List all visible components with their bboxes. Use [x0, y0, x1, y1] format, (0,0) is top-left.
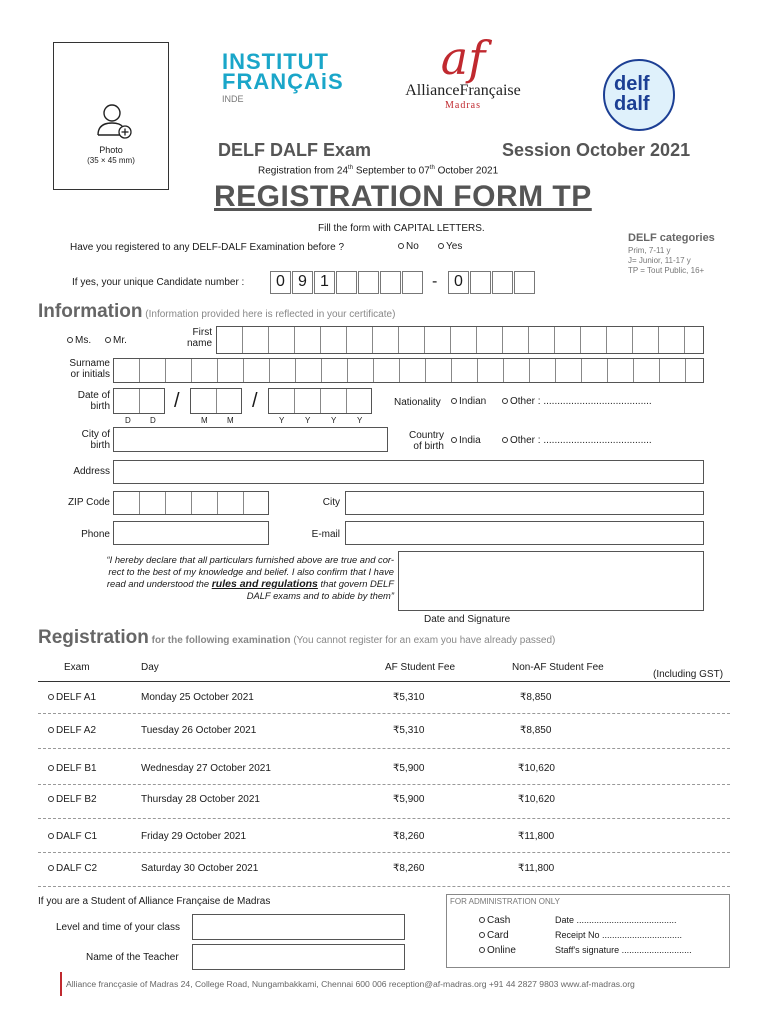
radio-icon: [479, 932, 485, 938]
exam-title: DELF DALF Exam: [218, 140, 372, 160]
dob-month[interactable]: [190, 388, 242, 414]
nonaf-fee: ₹10,620: [518, 794, 555, 805]
cand-digit[interactable]: [336, 271, 357, 294]
date-letter: M: [201, 416, 208, 425]
zip-field[interactable]: [113, 491, 269, 515]
reg-dates-pre: Registration from 24: [258, 165, 349, 177]
cand-digit[interactable]: 9: [292, 271, 313, 294]
col-day: Day: [141, 662, 159, 673]
footer-address: Alliance francçasie of Madras 24, College Road, Nungambakkami, Chennai 600 006 reception@af-madras.org +91 44 2827 9803 www.af-madras.org: [66, 979, 635, 989]
country-birth-label-1: Country: [408, 430, 444, 441]
reg-dates-sup2: th: [429, 165, 435, 171]
city-birth-label-1: City of: [81, 429, 110, 440]
admin-staff: Staff's signature ............................: [555, 945, 692, 955]
declaration-line-1: “I hereby declare that all particulars furnished above are true and cor-: [106, 554, 394, 565]
divider: [38, 784, 730, 785]
declaration-text: [60, 554, 394, 602]
divider: [38, 748, 730, 749]
date-letter: D: [125, 416, 131, 425]
session-title: Session October 2021: [502, 140, 691, 160]
delf-categories: [628, 232, 715, 275]
radio-icon: [48, 694, 54, 700]
radio-icon: [48, 833, 54, 839]
cand-digit[interactable]: [380, 271, 401, 294]
radio-icon: [48, 765, 54, 771]
radio-icon: [398, 243, 404, 249]
declaration-line-3c: that govern DELF: [317, 578, 394, 589]
cand-digit[interactable]: 0: [270, 271, 291, 294]
prior-yes-label: Yes: [446, 241, 463, 252]
reg-dates-mid: September to 07: [353, 165, 430, 177]
cash-radio[interactable]: [479, 915, 510, 926]
dob-label: [56, 390, 110, 412]
af-name2: Française: [459, 82, 521, 99]
exam-name: DALF C2: [56, 863, 98, 874]
alliance-francaise-logo: [388, 31, 538, 111]
af-name1: Alliance: [405, 82, 460, 99]
city-birth-label-2: birth: [90, 440, 110, 451]
prior-no-label: No: [406, 241, 419, 252]
nationality-label: Nationality: [394, 397, 441, 408]
rules-link[interactable]: rules and regulations: [211, 578, 318, 590]
if-line1: INSTITUT: [222, 49, 329, 74]
category-junior: J= Junior, 11-17 y: [628, 256, 691, 265]
admin-box: [446, 894, 730, 968]
mr-radio[interactable]: [105, 335, 127, 346]
address-label: Address: [73, 466, 110, 477]
information-title: Information: [38, 301, 143, 322]
exam-name: DELF A2: [56, 725, 97, 736]
prior-no-radio[interactable]: [398, 241, 419, 252]
registration-heading: [38, 627, 555, 649]
exam-radio[interactable]: [48, 794, 97, 805]
city-field[interactable]: [345, 491, 704, 515]
radio-icon: [48, 727, 54, 733]
indian-label: Indian: [459, 396, 487, 407]
exam-radio[interactable]: [48, 863, 97, 874]
ms-radio[interactable]: [67, 335, 91, 346]
dob-year[interactable]: [268, 388, 372, 414]
date-letter: Y: [331, 416, 337, 425]
registration-dates: [258, 165, 498, 176]
date-letter: D: [150, 416, 156, 425]
date-letter: Y: [305, 416, 311, 425]
registration-subtitle-bold: for the following examination: [151, 635, 291, 646]
city-of-birth-field[interactable]: [113, 427, 388, 452]
divider: [38, 886, 730, 887]
city-label: City: [322, 497, 340, 508]
date-signature-label: Date and Signature: [424, 614, 511, 625]
teacher-field[interactable]: [192, 944, 405, 970]
surname-label-2: or initials: [70, 369, 110, 380]
admin-date: Date ........................................: [555, 915, 677, 925]
nationality-other-radio[interactable]: [502, 396, 652, 407]
prior-yes-radio[interactable]: [438, 241, 462, 252]
country-birth-label: [390, 430, 444, 452]
city-birth-label: [56, 429, 110, 451]
delf-word: delf: [614, 73, 650, 95]
exam-name: DELF A1: [56, 692, 97, 703]
radio-icon: [502, 437, 508, 443]
radio-icon: [105, 337, 111, 343]
col-exam: Exam: [64, 662, 90, 673]
cand-digit[interactable]: 1: [314, 271, 335, 294]
registration-title: Registration: [38, 627, 149, 648]
date-letter: M: [227, 416, 234, 425]
class-level-label: Level and time of your class: [56, 922, 180, 933]
dob-label-1: Date of: [77, 390, 110, 401]
if-line2: FRANÇAiS: [222, 69, 344, 94]
reg-dates-sup1: th: [348, 165, 354, 171]
nonaf-fee: ₹11,800: [518, 831, 555, 842]
first-name-label-1: First: [192, 327, 212, 338]
exam-day: Saturday 30 October 2021: [141, 863, 259, 874]
phone-field[interactable]: [113, 521, 269, 545]
reg-dates-post: October 2021: [434, 165, 499, 177]
declaration-line-2: rect to the best of my knowledge and belief. I also confirm that I have: [108, 566, 394, 577]
exam-radio[interactable]: [48, 692, 96, 703]
institut-francais-logo: [222, 49, 344, 104]
country-other-label: Other : .......................................: [510, 435, 652, 446]
email-label: E-mail: [311, 529, 340, 540]
divider: [38, 852, 730, 853]
card-radio[interactable]: [479, 930, 509, 941]
online-label: Online: [487, 945, 516, 956]
divider: [38, 681, 730, 682]
af-fee: ₹5,900: [393, 763, 425, 774]
online-radio[interactable]: [479, 945, 516, 956]
af-city: Madras: [445, 100, 481, 111]
divider: [38, 818, 730, 819]
prior-question: Have you registered to any DELF-DALF Examination before ?: [70, 242, 345, 253]
first-name-label-2: name: [186, 338, 212, 349]
surname-label-1: Surname: [69, 358, 110, 369]
exam-day: Thursday 28 October 2021: [141, 794, 260, 805]
mr-label: Mr.: [113, 335, 127, 346]
af-fee: ₹5,900: [393, 794, 425, 805]
form-title: REGISTRATION FORM TP: [214, 180, 592, 213]
first-name-label: [160, 327, 212, 349]
photo-box[interactable]: [53, 42, 169, 190]
date-letter: Y: [279, 416, 285, 425]
country-other-radio[interactable]: [502, 435, 652, 446]
first-name-field[interactable]: [216, 326, 704, 354]
information-heading: [38, 301, 395, 323]
af-mark: af: [440, 31, 486, 85]
dalf-word: dalf: [614, 93, 650, 115]
exam-day: Wednesday 27 October 2021: [141, 763, 271, 774]
exam-name: DALF C1: [56, 831, 98, 842]
af-fee: ₹5,310: [393, 692, 425, 703]
teacher-label: Name of the Teacher: [86, 952, 179, 963]
capital-note: Fill the form with CAPITAL LETTERS.: [318, 223, 485, 234]
radio-icon: [479, 947, 485, 953]
admin-receipt: Receipt No ................................: [555, 930, 683, 940]
col-nonaf-fee: Non-AF Student Fee: [512, 662, 604, 673]
email-field[interactable]: [345, 521, 704, 545]
date-letter: Y: [357, 416, 363, 425]
dob-label-2: birth: [90, 401, 110, 412]
candidate-label: If yes, your unique Candidate number :: [72, 277, 245, 288]
radio-icon: [479, 917, 485, 923]
nationality-other-label: Other : .......................................: [510, 396, 652, 407]
zip-label: ZIP Code: [67, 497, 110, 508]
surname-label: [56, 358, 110, 380]
exam-radio[interactable]: [48, 831, 97, 842]
gst-note: (Including GST): [653, 669, 724, 680]
cand-tail-digit[interactable]: [514, 271, 535, 294]
admin-title: FOR ADMINISTRATION ONLY: [450, 897, 560, 906]
cand-tail-digit[interactable]: [492, 271, 513, 294]
af-fee: ₹8,260: [393, 863, 425, 874]
ms-label: Ms.: [75, 335, 92, 346]
cand-tail-digit[interactable]: 0: [448, 271, 469, 294]
exam-day: Tuesday 26 October 2021: [141, 725, 257, 736]
radio-icon: [48, 865, 54, 871]
divider: [38, 713, 730, 714]
add-user-icon: [94, 101, 134, 141]
cand-tail-digit[interactable]: [470, 271, 491, 294]
cand-digit[interactable]: [402, 271, 423, 294]
card-label: Card: [487, 930, 509, 941]
exam-name: DELF B2: [56, 794, 97, 805]
phone-label: Phone: [81, 529, 110, 540]
radio-icon: [438, 243, 444, 249]
photo-size: (35 × 45 mm): [87, 156, 135, 165]
exam-name: DELF B1: [56, 763, 97, 774]
information-subtitle: (Information provided here is reflected in your certificate): [145, 309, 396, 320]
photo-label: Photo: [99, 145, 123, 155]
class-level-field[interactable]: [192, 914, 405, 940]
af-fee: ₹5,310: [393, 725, 425, 736]
col-af-fee: AF Student Fee: [385, 662, 456, 673]
exam-radio[interactable]: [48, 725, 96, 736]
radio-icon: [451, 437, 457, 443]
declaration-line-4: DALF exams and to abide by them”: [246, 590, 394, 601]
radio-icon: [451, 398, 457, 404]
indian-radio[interactable]: [451, 396, 486, 407]
dob-day[interactable]: [113, 388, 165, 414]
declaration-line-3a: read and understood the: [106, 578, 212, 589]
cand-digit[interactable]: [358, 271, 379, 294]
nonaf-fee: ₹8,850: [520, 725, 552, 736]
nonaf-fee: ₹8,850: [520, 692, 552, 703]
footer-bar: [60, 972, 62, 996]
india-radio[interactable]: [451, 435, 481, 446]
af-fee: ₹8,260: [393, 831, 425, 842]
cand-dash: -: [432, 273, 438, 290]
registration-subtitle-rest: (You cannot register for an exam you have already passed): [290, 635, 556, 646]
india-label: India: [459, 435, 481, 446]
address-field[interactable]: [113, 460, 704, 484]
exam-radio[interactable]: [48, 763, 97, 774]
delf-dalf-logo: [602, 58, 676, 132]
student-title: If you are a Student of Alliance Française de Madras: [38, 896, 271, 907]
cash-label: Cash: [487, 915, 511, 926]
dob-slash: /: [252, 390, 258, 412]
category-prim: Prim, 7-11 y: [628, 246, 671, 255]
exam-day: Friday 29 October 2021: [141, 831, 247, 842]
surname-field[interactable]: [113, 358, 704, 383]
exam-day: Monday 25 October 2021: [141, 692, 254, 703]
categories-title: DELF categories: [628, 232, 715, 244]
category-tp: TP = Tout Public, 16+: [628, 266, 705, 275]
country-birth-label-2: of birth: [413, 441, 444, 452]
nonaf-fee: ₹10,620: [518, 763, 555, 774]
radio-icon: [48, 796, 54, 802]
nonaf-fee: ₹11,800: [518, 863, 555, 874]
dob-slash: /: [174, 390, 180, 412]
radio-icon: [67, 337, 73, 343]
if-sub: INDE: [222, 94, 244, 104]
radio-icon: [502, 398, 508, 404]
signature-box[interactable]: [398, 551, 704, 611]
